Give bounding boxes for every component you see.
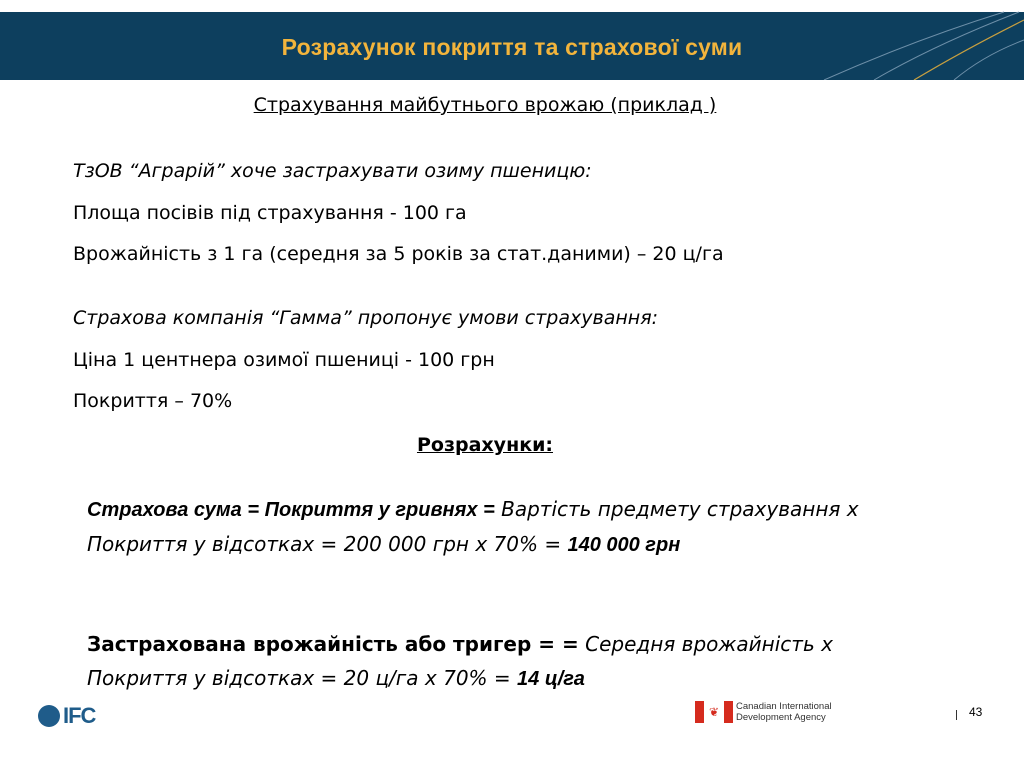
formula2-italic: Середня врожайність х Покриття у відсотках = 20 ц/га х 70% = xyxy=(87,632,833,690)
cida-text xyxy=(736,701,832,723)
canada-flag-icon: ❦ xyxy=(695,701,733,723)
calc-heading: Розрахунки: xyxy=(416,434,553,456)
formula2-result: 14 ц/га xyxy=(517,668,585,690)
formula2-bold: Застрахована врожайність або тригер = = xyxy=(87,632,579,656)
cida-line2: Development Agency xyxy=(736,712,826,723)
formula1-italic: Вартість предмету страхування х Покриття у відсотках = 200 000 грн х 70% = xyxy=(87,497,859,556)
coverage-line: Покриття – 70% xyxy=(73,390,233,412)
price-line: Ціна 1 центнера озимої пшениці - 100 грн xyxy=(73,349,495,371)
globe-icon xyxy=(38,705,60,727)
ifc-logo xyxy=(38,703,95,729)
page-separator xyxy=(956,710,957,720)
slide-title: Розрахунок покриття та страхової суми xyxy=(281,34,743,60)
cida-logo xyxy=(695,701,832,723)
formula1-result: 140 000 грн xyxy=(567,534,681,556)
yield-line: Врожайність з 1 га (середня за 5 років за стат.даними) – 20 ц/га xyxy=(73,243,724,265)
formula-trigger xyxy=(87,627,907,696)
insurer-intro: Страхова компанія “Гамма” пропонує умови страхування: xyxy=(73,307,659,329)
formula1-bold: Страхова сума = Покриття у гривнях = xyxy=(87,499,495,521)
subtitle: Страхування майбутнього врожаю (приклад ) xyxy=(253,94,717,116)
page-number: 43 xyxy=(969,705,983,719)
cida-line1: Canadian International xyxy=(736,701,832,712)
area-line: Площа посівів під страхування - 100 га xyxy=(73,202,467,224)
farm-intro: ТзОВ “Аграрій” хоче застрахувати озиму пшеницю: xyxy=(73,160,592,182)
header-band xyxy=(0,0,1024,80)
formula-sum-insured xyxy=(87,492,907,562)
ifc-logo-text: IFC xyxy=(63,703,96,728)
